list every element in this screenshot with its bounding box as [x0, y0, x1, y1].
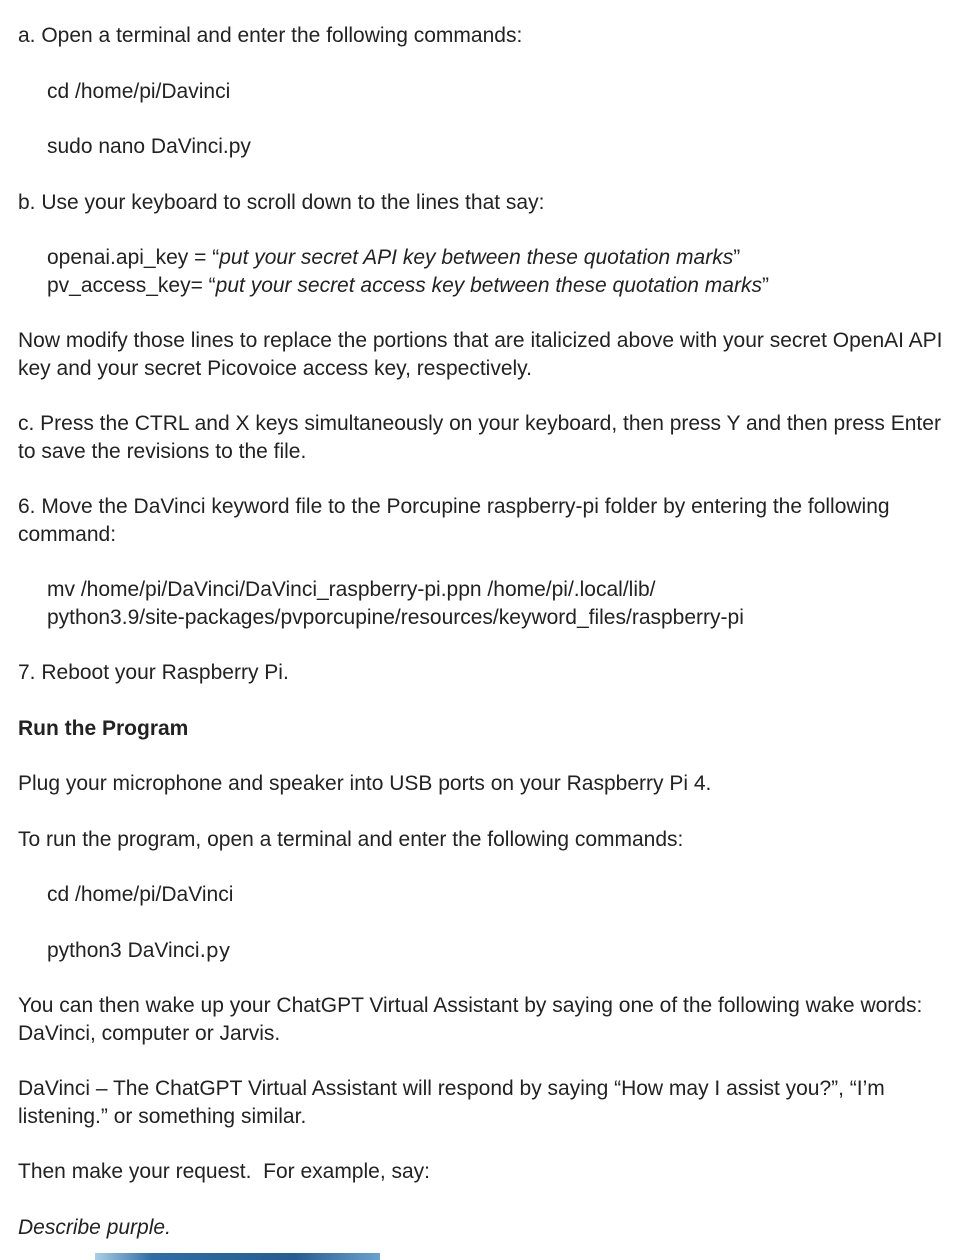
para-then-request: Then make your request. For example, say: [18, 1160, 431, 1183]
para-now-modify: Now modify those lines to replace the portions that are italicized above with your secret OpenAI API key and your secret Picovoice access key, respectively. [18, 329, 949, 380]
command-python3-ext: .py [199, 937, 231, 962]
command-python3-main: python3 DaVinci [47, 938, 200, 962]
command-mv-line1: mv /home/pi/DaVinci/DaVinci_raspberry-pi.ppn /home/pi/.local/lib/ [47, 578, 656, 601]
code-openai-placeholder: put your secret API key between these quotation marks [219, 246, 734, 269]
code-openai-prefix: openai.api_key = “ [47, 246, 220, 269]
para-plug-usb: Plug your microphone and speaker into USB ports on your Raspberry Pi 4. [18, 772, 712, 795]
code-pv-prefix: pv_access_key= “ [47, 273, 216, 297]
para-6-move-keyword: 6. Move the DaVinci keyword file to the Porcupine raspberry-pi folder by entering the following command: [18, 495, 896, 546]
cutoff-image-top-edge [95, 1253, 380, 1260]
para-to-run: To run the program, open a terminal and enter the following commands: [18, 827, 684, 851]
para-describe-purple: Describe purple. [18, 1215, 171, 1239]
code-line-openai-key [47, 244, 953, 272]
para-a-open-terminal: a. Open a terminal and enter the following commands: [18, 24, 523, 47]
para-b-keyboard: b. Use your keyboard to scroll down to the lines that say: [18, 190, 545, 214]
command-sudo-nano: sudo nano DaVinci.py [47, 135, 251, 158]
code-openai-suffix: ” [733, 246, 741, 269]
heading-run-the-program: Run the Program [18, 716, 189, 740]
para-c-ctrl-x: c. Press the CTRL and X keys simultaneously on your keyboard, then press Y and then press Enter to save the revisions to the file. [18, 412, 947, 463]
code-pv-placeholder: put your secret access key between these quotation marks [215, 273, 762, 297]
command-cd-davinci-2: cd /home/pi/DaVinci [47, 883, 234, 906]
code-line-pv-access-key [47, 272, 953, 300]
para-wake-words: You can then wake up your ChatGPT Virtual Assistant by saying one of the following wake words: DaVinci, computer or Jarvis. [18, 994, 929, 1045]
para-davinci-respond: DaVinci – The ChatGPT Virtual Assistant will respond by saying “How may I assist you?”, “I’m listening.” or something similar. [18, 1077, 891, 1128]
code-block-api-keys [47, 244, 953, 299]
para-7-reboot: 7. Reboot your Raspberry Pi. [18, 661, 289, 684]
command-python3-davinci [47, 937, 953, 965]
command-mv-keyword-file [47, 576, 953, 631]
command-mv-line2: python3.9/site-packages/pvporcupine/resources/keyword_files/raspberry-pi [47, 605, 744, 629]
command-cd-davinci-1: cd /home/pi/Davinci [47, 79, 231, 103]
code-pv-suffix: ” [761, 273, 769, 297]
